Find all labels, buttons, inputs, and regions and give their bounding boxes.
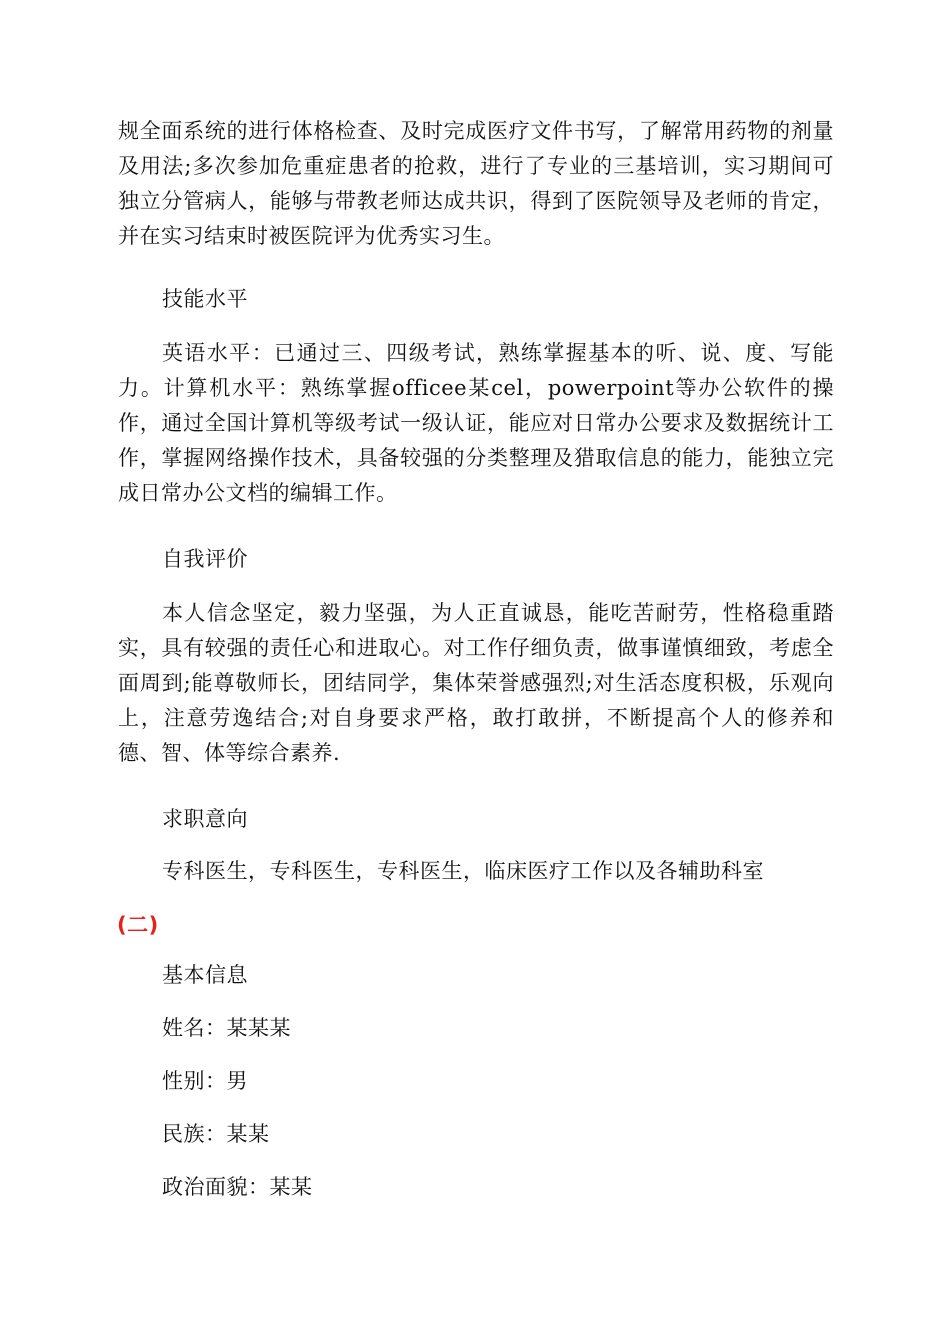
skills-heading: 技能水平	[162, 287, 248, 311]
gender-field: 性别：男	[162, 1069, 248, 1093]
name-field: 姓名：某某某	[162, 1016, 291, 1040]
political-status-field: 政治面貌：某某	[162, 1175, 313, 1199]
basic-info-heading: 基本信息	[162, 963, 248, 987]
intro-paragraph: 规全面系统的进行体格检查、及时完成医疗文件书写，了解常用药物的剂量及用法;多次参加危重症患者的抢救，进行了专业的三基培训，实习期间可独立分管病人，能够与带教老师达成共识，得到了医院领导及老师的肯定，并在实习结束时被医院评为优秀实习生。	[118, 119, 834, 248]
self-evaluation-paragraph: 本人信念坚定，毅力坚强，为人正直诚恳，能吃苦耐劳，性格稳重踏实，具有较强的责任心和进取心。对工作仔细负责，做事谨慎细致，考虑全面周到;能尊敬师长，团结同学，集体荣誉感强烈;对生活态度积极，乐观向上，注意劳逸结合;对自身要求严格，敢打敢拼，不断提高个人的修养和德、智、体等综合素养.	[118, 601, 834, 765]
ethnicity-field: 民族：某某	[162, 1122, 270, 1146]
section-two-marker: (二)	[117, 913, 159, 937]
self-evaluation-heading: 自我评价	[162, 547, 248, 571]
job-intention-heading: 求职意向	[162, 807, 248, 831]
skills-paragraph: 英语水平：已通过三、四级考试，熟练掌握基本的听、说、度、写能力。计算机水平：熟练掌握officee某cel，powerpoint等办公软件的操作，通过全国计算机等级考试一级认证，能应对日常办公要求及数据统计工作，掌握网络操作技术，具备较强的分类整理及猎取信息的能力，能独立完成日常办公文档的编辑工作。	[118, 341, 834, 505]
job-intention-paragraph: 专科医生，专科医生，专科医生，临床医疗工作以及各辅助科室	[162, 859, 764, 883]
